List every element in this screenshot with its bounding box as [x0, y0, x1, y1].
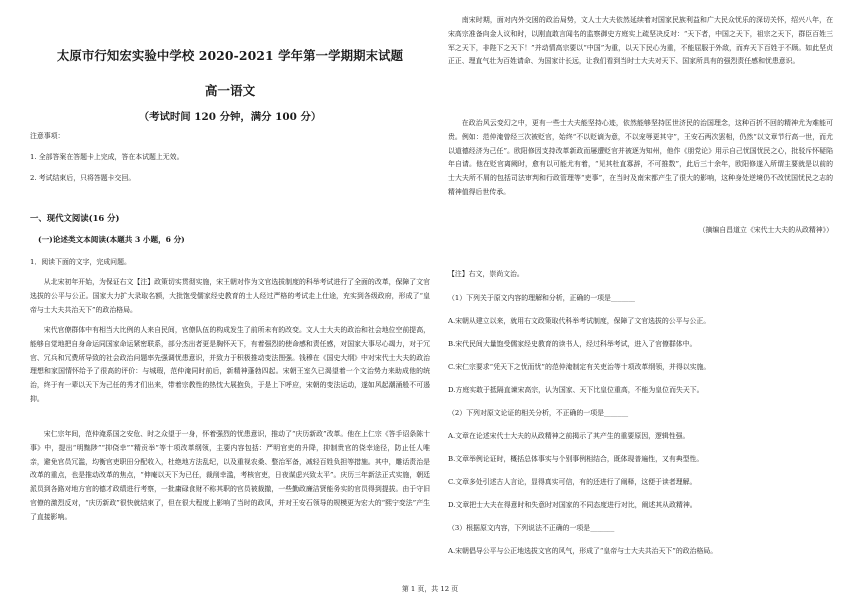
question-1-option-a: A.宋朝从建立以来，就用右文政策取代科举考试制度，保障了文官选拔的公平与公正。	[448, 317, 711, 325]
question-2-option-d: D.文章把士大夫在得意时和失意时对国家的不同态度进行对比，阐述其从政精神。	[448, 501, 697, 509]
annotation: 【注】右文，崇尚文治。	[448, 270, 524, 278]
question-1-stem: （1）下列关于原文内容的理解和分析，正确的一项是_______	[448, 294, 635, 302]
passage-paragraph-2: 宋代官僚群体中有相当大比例的人来自民间，官僚队伍的构成发生了前所未有的改变。文人士大夫的政治和社会地位空前提高，能够自觉地把自身命运同国家命运紧密联系，部分杰出者更是胸怀天下，有着强烈的使命感和责任感，对国家大事尽心竭力，对于冗官、冗兵和冗费所导致的社会政治问题率先强调忧患意识，并致力于积极推动变法图强。钱穆在《国史大纲》中对宋代士大夫的政治理想和家国情怀给予了很高的评价：与城瑕，范仲淹同时前后，新精神蓬勃四起。宋朝王室久已渴望着一个文治势力来助成他的统治，终于有一辈以天下为己任的秀才们出来，带着宗教性的热忱大展抱负，于是上下呼应，宋朝的变法运动，遂如风起潮涌般不可遏抑。	[30, 326, 430, 403]
notes-item-2: 2. 考试结束后，只将答题卡交回。	[30, 174, 136, 182]
section-1-title: 一、现代文阅读(16 分)	[30, 213, 120, 223]
citation: （摘编自昌道立《宋代士大夫的从政精神》）	[698, 226, 833, 234]
question-3-stem: （3）根据原文内容，下列说法不正确的一项是_______	[448, 524, 615, 532]
question-1-option-b: B.宋代民间大量饱受儒家经史教育的读书人，经过科举考试，进入了官僚群体中。	[448, 340, 697, 348]
section-1-subtitle: (一)论述类文本阅读(本题共 3 小题，6 分)	[38, 235, 185, 244]
passage-paragraph-3: 宋仁宗年间，范仲淹系国之安危、时之众望于一身，怀着强烈的忧患意识，推动了“庆历新政”改革。他在上仁宗《答手诏条陈十事》中，提出“明黜陟”“抑侥幸”“精贡举”等十项改革纲领，主要内容包括：严明官吏的升降，抑制贵官的侥幸途径，防止任人唯亲，避免官员冗滥，均衡官吏职田分配收入，杜绝地方法乱纪，以及重视农桑、整治军备，减轻百姓负担等措施。其中，雕话责治是改革的重点，也是推动改革的焦点，“伸庵以天下为已任，裁削幸滥，考核官吏，日夜谋虑兴致太平”。庆历三年新法正式实施，朝廷派员到各路对地方官的德才政绩进行考察，一批庸碌食财不称其职的官员被裁撤，一些勤政廉洁贤能务实的官员得到提拔。由于守旧官僚的激烈反对，“庆历新政”很快就结束了，但在很大程度上影响了当时的政风，并对王安石领导的规模更为宏大的“熙宁变法”产生了直接影响。	[30, 430, 430, 521]
instruction: 1．阅读下面的文字，完成问题。	[30, 258, 131, 266]
passage-paragraph-5: 在政治风云变幻之中，更有一些士大夫能坚持心迹，依然能够坚持匡世济民的治国理念，这种百折不回的精神尤为难能可贵。例如：范仲淹曾经三次被贬官，始终“不以贬谪为意，不以宠辱更其守”，王安石两次罢相，仍然“以文章节行高一世，而尤以道德经济为己任”。欧阳修因支持改革新政而屡遭贬官并被逐为知州，他作《朋党论》用示自己忧国忧民之心，批驳斥怀疑陷年自请。他在贬官离阙时，愈有以可能尤有着，“见其杜直寡辞，不可推数”，此后三十余年，欧阳修遂入所谓主要就是以前的士大夫所不屑的包括司法审判和行政管理等“吏事”，在当时及南宋都产生了很大的影响，这种身处逆境仍不改忧国忧民之志的精神值得后世传承。	[448, 119, 833, 196]
exam-info: （考试时间 120 分钟，满分 100 分）	[138, 111, 322, 123]
passage-paragraph-1: 从北宋初年开始，为保证右文【注】政策切实贯彻实施，宋王朝对作为文官选拔制度的科举考试进行了全面的改革，保障了文官选拔的公平与公正。国家大力扩大录取名额，大批饱受儒家经史教育的士人经过严格的考试走上仕途，充实到各级政府，形成了“皇帝与士大夫共治天下”的政治格局。	[30, 278, 430, 314]
subject-title: 高一语文	[204, 83, 256, 98]
page-footer: 第 1 页，共 12 页	[401, 585, 459, 593]
question-1-option-c: C.宋仁宗要求“凭天下之忧而忧”的范仲淹制定有关吏治等十项改革纲领，并得以实施。	[448, 363, 711, 371]
question-2-stem: （2）下列对原文论证的相关分析，不正确的一项是_______	[448, 409, 629, 417]
question-3-option-a: A.宋朝倡导公平与公正地选拔文官的风气，形成了“皇帝与士大夫共治天下”的政治格局。	[448, 547, 718, 555]
passage-paragraph-4: 南宋时期，面对内外交困的政治局势，文人士大夫依然延续着对国家民族利益和广大民众忧乐的深切关怀，绍兴八年，在宋高宗准备向金人议和时，以刚直敢言闻名的监察御史方庭实上疏坚决反对：“天下者，中国之天下，祖宗之天下，群臣百姓三军之天下，非陛下之天下！”并动情高宗要以“中国”为重，以天下民心为重，不能屈服于外敌，而弃天下百姓于不顾。如此坚贞正正、理直气壮为百姓请命、为国家计长远，让我们看到当时士大夫对天下、国家所具有的强烈责任感和忧患意识。	[448, 16, 833, 66]
notes-heading: 注意事项：	[30, 132, 65, 140]
question-2-option-a: A.文章在论述宋代士大夫的从政精神之前揭示了其产生的重要原因，逻辑性强。	[448, 432, 690, 440]
question-1-option-d: D.方庭实敢于抵隔直谏宋高宗，认为国家、天下比皇位重高，不能为皇位而失天下。	[448, 386, 704, 394]
exam-title: 太原市行知宏实验中学校 2020-2021 学年第一学期期末试题	[56, 48, 404, 63]
question-2-option-b: B.文章举例论证时，概括总体事实与个别事例相结合，既体现普遍性，又有典型性。	[448, 455, 704, 463]
question-2-option-c: C.文章多处引述古人言论，显得真实可信，有的还进行了阐释，这便于读者理解。	[448, 478, 697, 486]
notes-item-1: 1. 全部答案在答题卡上完成，答在本试题上无效。	[30, 153, 184, 161]
